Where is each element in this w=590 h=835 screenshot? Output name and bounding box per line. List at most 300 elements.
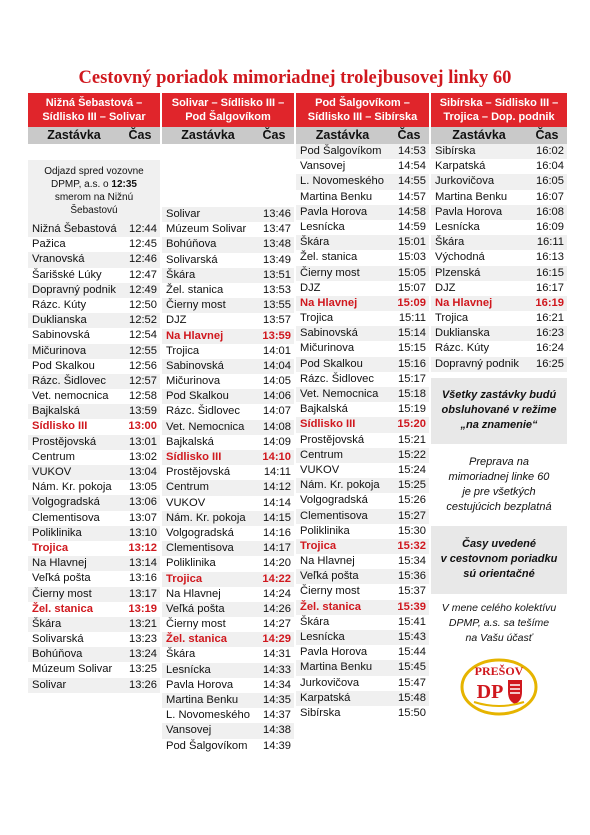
stop-time: 14:54: [398, 160, 426, 173]
stop-list-1: [28, 222, 160, 693]
stop-name: Múzeum Solivar: [32, 663, 113, 676]
stop-time: 16:09: [536, 220, 564, 233]
stop-time: 15:18: [398, 388, 426, 400]
stop-row: [431, 235, 567, 250]
stop-time: 14:34: [263, 678, 291, 691]
stop-time: 14:57: [398, 190, 426, 203]
stop-name: Veľká pošta: [32, 572, 91, 585]
stop-row: [28, 374, 160, 389]
stop-name: Sabinovská: [300, 327, 358, 340]
stop-name: Pod Skalkou: [32, 359, 95, 372]
stop-name: Pavla Horova: [435, 205, 503, 218]
stop-time: 12:44: [129, 223, 157, 235]
stop-name: Dopravný podnik: [32, 283, 116, 296]
note-line: Preprava na: [469, 455, 529, 468]
stop-time: 15:44: [398, 646, 426, 659]
stop-name: Veľká pošta: [300, 570, 359, 583]
stop-time: 12:49: [129, 283, 157, 296]
orientation-times-note: [431, 526, 567, 594]
stop-row: [296, 235, 429, 250]
stop-row: [296, 448, 429, 463]
stop-column-label: Zastávka: [452, 128, 506, 142]
stop-time: 14:20: [263, 557, 291, 570]
stop-row: [162, 465, 294, 480]
header-line: Pod Šalgovíkom: [185, 111, 271, 123]
direction-header-1: [28, 93, 162, 127]
stop-name: Centrum: [300, 448, 343, 461]
stop-row: [162, 663, 294, 678]
stop-row: [162, 344, 294, 359]
stop-time: 15:17: [398, 372, 426, 385]
stop-row: [162, 587, 294, 602]
stop-row: [296, 357, 429, 372]
stop-row: [296, 296, 429, 311]
stop-name: Nižná Šebastová: [32, 223, 117, 235]
stop-time: 13:53: [263, 283, 291, 296]
thanks-note: [431, 594, 567, 654]
time-column-label: Čas: [397, 128, 421, 142]
stop-time: 12:56: [129, 359, 157, 372]
stop-time: 16:15: [536, 266, 564, 279]
stop-row: [28, 556, 160, 571]
stop-row: [28, 480, 160, 495]
stop-row: [162, 708, 294, 723]
stop-name: Prostějovská: [166, 466, 231, 479]
stop-row: [28, 465, 160, 480]
stop-name: Sabinovská: [32, 329, 90, 342]
stop-time: 13:25: [129, 663, 157, 676]
stop-name: Karpatská: [435, 160, 486, 173]
request-stop-note: [431, 378, 567, 444]
note-line: sú orientačné: [463, 568, 535, 581]
stop-row: [296, 402, 429, 417]
timetable-columns: [28, 144, 567, 754]
stop-name: Sídlisko III: [166, 451, 222, 463]
header-line: Trojica – Dop. podnik: [443, 111, 555, 123]
stop-name: Duklianska: [32, 314, 87, 327]
stop-name: Sídlisko III: [32, 420, 88, 433]
note-line: obsluhované v režime: [441, 404, 557, 417]
stop-name: Jurkovičova: [435, 175, 495, 188]
time-column-label: Čas: [128, 128, 152, 142]
stop-name: Jurkovičova: [300, 676, 360, 689]
note-line: V mene celého kolektívu: [441, 602, 557, 615]
stop-time: 15:24: [398, 463, 426, 476]
stop-name: Trojica: [166, 572, 203, 585]
note-time: 12:35: [111, 179, 137, 190]
stop-row: [296, 676, 429, 691]
stop-row: [28, 587, 160, 602]
stop-time: 13:24: [129, 648, 157, 661]
stop-time: 15:26: [398, 494, 426, 507]
stop-name: Žel. stanica: [300, 600, 361, 613]
stop-row: [162, 435, 294, 450]
stop-name: Poliklinika: [300, 524, 350, 537]
stop-name: Martina Benku: [435, 190, 508, 203]
stop-row: [28, 328, 160, 343]
stop-time: 15:19: [398, 403, 426, 416]
stop-name: Čierny most: [166, 299, 226, 312]
stop-row: [28, 237, 160, 252]
stop-time: 13:59: [129, 405, 157, 418]
stop-row: [28, 389, 160, 404]
stop-row: [162, 723, 294, 738]
stop-name: Trojica: [300, 312, 334, 325]
stop-time: 15:34: [398, 555, 426, 568]
time-column-label: Čas: [535, 128, 559, 142]
stop-time: 14:16: [263, 526, 291, 539]
stop-row: [162, 526, 294, 541]
stop-time: 16:08: [536, 205, 564, 218]
stop-name: Lesnícka: [300, 220, 345, 233]
stop-time: 15:09: [397, 296, 426, 309]
stop-row: [28, 450, 160, 465]
stop-row: [28, 511, 160, 526]
stop-name: Vansovej: [300, 160, 346, 173]
stop-name: L. Novomeského: [166, 709, 250, 722]
stop-row: [162, 268, 294, 283]
subheader-1: [28, 127, 162, 144]
stop-time: 14:12: [263, 481, 291, 494]
stop-name: L. Novomeského: [300, 175, 384, 188]
stop-time: 15:20: [397, 418, 426, 431]
stop-name: Bajkalská: [32, 405, 80, 418]
stop-name: Vet. nemocnica: [32, 390, 109, 403]
stop-name: Rázc. Šidlovec: [32, 374, 106, 387]
stop-name: Pažica: [32, 238, 66, 251]
stop-name: Duklianska: [435, 327, 490, 340]
stop-time: 16:11: [536, 236, 564, 249]
stop-time: 16:25: [536, 357, 564, 370]
subheader-4: [431, 127, 567, 144]
stop-time: 15:22: [398, 448, 426, 461]
stop-time: 15:15: [398, 342, 426, 355]
stop-time: 16:21: [536, 312, 564, 325]
stop-time: 14:37: [263, 709, 291, 722]
free-transport-note: [431, 444, 567, 526]
stop-time: 13:57: [263, 314, 291, 327]
stop-row: [162, 207, 294, 222]
stop-time: 15:36: [398, 570, 426, 583]
stop-time: 14:22: [262, 572, 291, 585]
stop-time: 16:23: [536, 327, 564, 340]
stop-row: [28, 344, 160, 359]
stop-row: [431, 190, 567, 205]
stop-time: 12:57: [129, 374, 157, 387]
header-line: Sídlisko III – Solivar: [42, 111, 146, 123]
stop-name: Nám. Kr. pokoja: [166, 511, 246, 524]
stop-name: Martina Benku: [166, 694, 239, 706]
stop-name: Sibírska: [300, 706, 341, 719]
stop-name: Pod Skalkou: [166, 390, 229, 403]
stop-time: 16:24: [536, 342, 564, 355]
stop-name: Karpatská: [300, 691, 351, 704]
stop-time: 13:49: [263, 253, 291, 266]
note-text: smerom na Nižnú Šebastovú: [54, 192, 134, 216]
stop-time: 12:50: [129, 298, 157, 311]
stop-row: [296, 615, 429, 630]
stop-time: 16:19: [535, 296, 564, 309]
stop-time: 13:00: [128, 420, 157, 433]
stop-name: Na Hlavnej: [300, 296, 358, 309]
stop-name: Múzeum Solivar: [166, 223, 247, 236]
stop-row: [162, 237, 294, 252]
stop-time: 14:07: [263, 405, 291, 418]
stop-row: [296, 630, 429, 645]
stop-name: Trojica: [32, 541, 69, 554]
stop-row: [431, 205, 567, 220]
stop-row: [28, 602, 160, 617]
header-line: Solivar – Sídlisko III –: [171, 97, 285, 109]
stop-row: [28, 435, 160, 450]
stop-name: Nám. Kr. pokoja: [300, 479, 380, 492]
dpmp-presov-logo: [460, 658, 538, 716]
stop-row: [28, 571, 160, 586]
stop-time: 14:15: [263, 511, 291, 524]
stop-time: 12:55: [129, 344, 157, 357]
stop-name: Clementisova: [32, 511, 100, 524]
stop-row: [296, 645, 429, 660]
stop-row: [296, 372, 429, 387]
column-3: [296, 144, 431, 721]
stop-time: 12:47: [129, 268, 157, 281]
stop-name: Martina Benku: [300, 190, 373, 203]
stop-time: 14:08: [263, 420, 291, 433]
stop-time: 14:01: [263, 344, 291, 357]
stop-name: Trojica: [300, 539, 337, 552]
spacer: [162, 144, 294, 207]
stop-row: [162, 480, 294, 495]
stop-row: [296, 554, 429, 569]
stop-row: [162, 541, 294, 556]
column-1: [28, 144, 162, 693]
stop-row: [296, 569, 429, 584]
column-subheader-row: [28, 127, 567, 144]
stop-time: 14:58: [398, 205, 426, 218]
stop-time: 13:19: [128, 602, 157, 615]
stop-time: 16:17: [536, 281, 564, 294]
stop-row: [162, 283, 294, 298]
stop-name: Mičurinova: [300, 342, 355, 355]
stop-time: 15:39: [397, 600, 426, 613]
column-4: [431, 144, 567, 716]
stop-row: [296, 539, 429, 554]
stop-row: [162, 404, 294, 419]
stop-name: Pod Šalgovíkom: [166, 739, 248, 752]
stop-row: [431, 174, 567, 189]
stop-time: 13:59: [262, 329, 291, 342]
stop-time: 13:12: [128, 541, 157, 554]
stop-name: Žel. stanica: [32, 602, 93, 615]
stop-name: Východná: [435, 251, 485, 264]
subheader-2: [162, 127, 296, 144]
stop-time: 14:11: [263, 466, 291, 479]
stop-time: 15:05: [398, 266, 426, 279]
subheader-3: [296, 127, 431, 144]
stop-name: Solivarská: [166, 253, 218, 266]
stop-name: Rázc. Kúty: [435, 342, 490, 355]
stop-name: Žel. stanica: [166, 283, 224, 296]
stop-time: 12:52: [129, 314, 157, 327]
stop-name: DJZ: [300, 281, 321, 294]
stop-time: 13:16: [129, 572, 157, 585]
stop-time: 14:04: [263, 359, 291, 372]
stop-time: 15:01: [398, 236, 426, 249]
stop-name: Poliklinika: [32, 526, 82, 539]
stop-row: [162, 450, 294, 465]
stop-row: [162, 678, 294, 693]
note-line: Časy uvedené: [462, 538, 536, 551]
stop-name: Sídlisko III: [300, 418, 356, 431]
stop-list-3: [296, 144, 429, 721]
stop-time: 14:27: [263, 618, 291, 631]
time-column-label: Čas: [262, 128, 286, 142]
stop-row: [162, 298, 294, 313]
note-line: Všetky zastávky budú: [441, 389, 557, 402]
stop-time: 13:10: [129, 526, 157, 539]
stop-time: 13:14: [129, 557, 157, 570]
stop-row: [162, 374, 294, 389]
depot-departure-note: [28, 160, 160, 222]
note-line: cestujúcich bezplatná: [446, 500, 552, 513]
stop-time: 12:58: [129, 390, 157, 403]
stop-list-2: [162, 207, 294, 754]
stop-name: Lesnícka: [166, 663, 211, 676]
stop-time: 15:32: [397, 539, 426, 552]
stop-name: Bohúňova: [166, 238, 217, 251]
stop-name: DJZ: [166, 314, 187, 327]
stop-name: Čierny most: [300, 266, 360, 279]
stop-name: Vansovej: [166, 724, 212, 737]
note-line: v cestovnom poriadku: [440, 553, 558, 566]
stop-row: [28, 222, 160, 237]
stop-time: 16:13: [536, 251, 564, 264]
stop-row: [296, 584, 429, 599]
stop-name: Škára: [166, 268, 196, 281]
stop-row: [296, 205, 429, 220]
stop-row: [162, 253, 294, 268]
stop-name: Škára: [300, 615, 330, 628]
stop-name: Vet. Nemocnica: [300, 388, 379, 400]
stop-time: 15:45: [398, 661, 426, 674]
stop-row: [431, 266, 567, 281]
stop-name: Sabinovská: [166, 359, 224, 372]
stop-row: [431, 326, 567, 341]
stop-name: Žel. stanica: [300, 251, 358, 264]
stop-row: [162, 359, 294, 374]
stop-time: 15:30: [398, 524, 426, 537]
stop-row: [162, 572, 294, 587]
stop-row: [296, 190, 429, 205]
stop-name: Škára: [32, 617, 62, 630]
stop-row: [296, 660, 429, 675]
logo-text: PREŠOV: [474, 663, 524, 678]
stop-time: 15:47: [398, 676, 426, 689]
stop-time: 13:23: [129, 633, 157, 646]
stop-time: 14:10: [262, 451, 291, 463]
stop-row: [431, 220, 567, 235]
stop-row: [296, 281, 429, 296]
stop-row: [296, 600, 429, 615]
stop-name: Centrum: [32, 450, 75, 463]
note-line: je pre všetkých: [462, 485, 536, 498]
stop-name: Rázc. Kúty: [32, 298, 87, 311]
stop-time: 12:45: [129, 238, 157, 251]
stop-time: 13:47: [263, 223, 291, 236]
stop-name: Bajkalská: [300, 403, 348, 416]
header-line: Sídlisko III – Sibírska: [307, 111, 418, 123]
stop-time: 14:06: [263, 390, 291, 403]
stop-time: 13:21: [129, 617, 157, 630]
stop-name: Volgogradská: [300, 494, 368, 507]
stop-row: [162, 739, 294, 754]
stop-row: [28, 541, 160, 556]
stop-time: 14:26: [263, 602, 291, 615]
stop-row: [296, 387, 429, 402]
stop-time: 13:07: [129, 511, 157, 524]
stop-name: Na Hlavnej: [166, 587, 221, 600]
stop-name: Pod Šalgovíkom: [300, 145, 382, 157]
stop-time: 15:03: [398, 251, 426, 264]
stop-name: Rázc. Šidlovec: [300, 372, 374, 385]
stop-name: Na Hlavnej: [435, 296, 493, 309]
logo-mark: DP: [476, 680, 504, 703]
stop-row: [162, 420, 294, 435]
stop-time: 13:48: [263, 238, 291, 251]
stop-time: 15:25: [398, 479, 426, 492]
stop-time: 13:04: [129, 466, 157, 478]
stop-row: [28, 526, 160, 541]
stop-row: [162, 602, 294, 617]
stop-time: 15:27: [398, 509, 426, 522]
stop-row: [296, 250, 429, 265]
stop-name: Nám. Kr. pokoja: [32, 481, 112, 494]
stop-name: Pavla Horova: [300, 646, 368, 659]
stop-time: 14:55: [398, 175, 426, 188]
stop-time: 13:26: [129, 678, 157, 691]
timetable-grid: [28, 93, 567, 754]
stop-name: Pavla Horova: [166, 678, 234, 691]
stop-name: Škára: [300, 236, 330, 249]
stop-name: Lesnícka: [300, 631, 345, 643]
stop-time: 14:09: [263, 435, 291, 448]
stop-name: Centrum: [166, 481, 209, 494]
stop-name: Poliklinika: [166, 557, 216, 570]
stop-name: Čierny most: [32, 587, 92, 600]
stop-name: Volgogradská: [32, 496, 100, 509]
stop-time: 12:54: [129, 329, 157, 342]
stop-name: Vet. Nemocnica: [166, 420, 245, 433]
stop-name: Solivar: [32, 678, 67, 691]
stop-row: [296, 706, 429, 721]
stop-name: Vranovská: [32, 253, 85, 266]
stop-row: [431, 159, 567, 174]
stop-column-label: Zastávka: [181, 128, 235, 142]
stop-time: 14:35: [263, 694, 291, 706]
stop-name: Čierny most: [300, 585, 360, 598]
stop-row: [296, 417, 429, 432]
stop-row: [28, 252, 160, 267]
stop-row: [296, 463, 429, 478]
stop-name: Clementisova: [166, 542, 234, 555]
stop-name: Žel. stanica: [166, 633, 227, 646]
stop-name: Veľká pošta: [166, 602, 225, 615]
note-line: na Vašu účasť: [465, 632, 533, 645]
stop-time: 14:33: [263, 663, 291, 676]
logo-area: [431, 654, 567, 716]
header-line: Pod Šalgovíkom –: [315, 97, 410, 109]
stop-row: [162, 617, 294, 632]
